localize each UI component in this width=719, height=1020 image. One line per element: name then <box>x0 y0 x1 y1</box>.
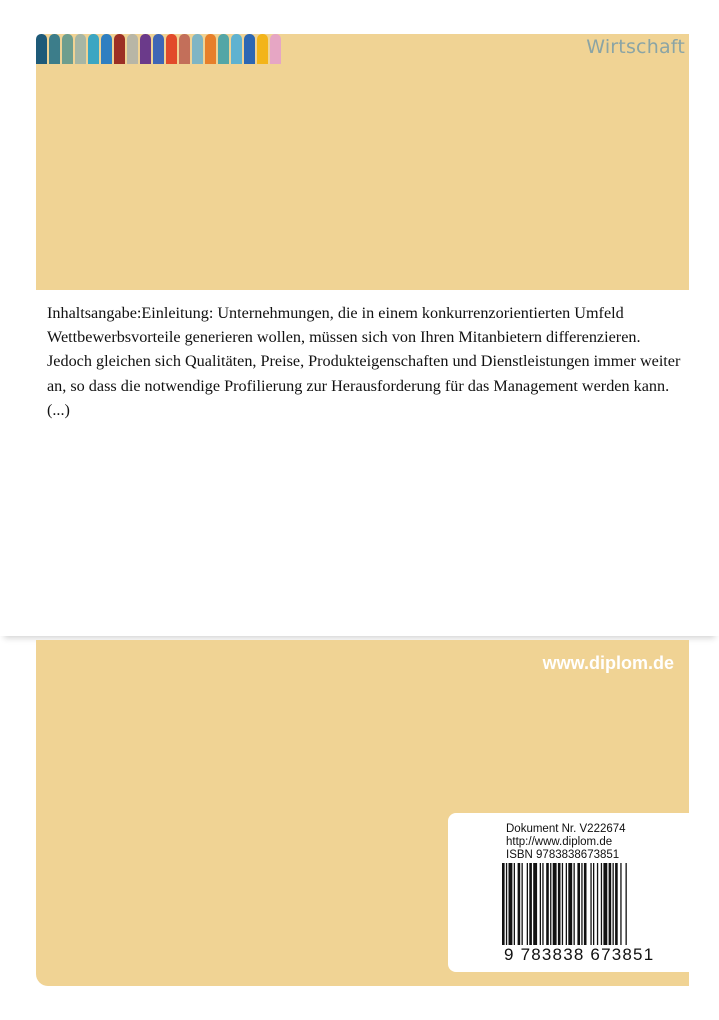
color-tab <box>140 34 151 64</box>
barcode-bar <box>597 863 598 945</box>
color-tab <box>270 34 281 64</box>
barcode-bar <box>542 863 543 945</box>
color-tabs <box>36 34 283 64</box>
color-tab <box>62 34 73 64</box>
color-tab <box>88 34 99 64</box>
barcode-bar <box>502 863 505 945</box>
barcode-bar <box>553 863 557 945</box>
color-tab <box>192 34 203 64</box>
barcode-bar <box>574 863 575 945</box>
isbn-info <box>506 823 626 862</box>
color-tab <box>179 34 190 64</box>
cover-top-panel <box>36 34 689 290</box>
publisher-url: http://www.diplom.de <box>506 836 613 848</box>
barcode-bar <box>568 863 572 945</box>
color-tab <box>36 34 47 64</box>
barcode-bar <box>603 863 607 945</box>
barcode-bar <box>584 863 587 945</box>
isbn-text: ISBN 9783838673851 <box>506 849 620 861</box>
barcode-bar <box>514 863 515 945</box>
barcode-bar <box>546 863 549 945</box>
cover-bottom-panel <box>36 640 689 986</box>
barcode-bar <box>577 863 580 945</box>
color-tab <box>218 34 229 64</box>
color-tab <box>205 34 216 64</box>
color-tab <box>257 34 268 64</box>
barcode-bar <box>590 863 591 945</box>
barcode-bar <box>550 863 551 945</box>
barcode-bar <box>601 863 602 945</box>
color-tab <box>49 34 60 64</box>
barcode-bar <box>613 863 614 945</box>
category-label: Wirtschaft <box>586 36 685 58</box>
color-tab <box>101 34 112 64</box>
barcode-bar <box>518 863 521 945</box>
barcode-bar <box>615 863 618 945</box>
barcode-bar <box>562 863 563 945</box>
color-tab <box>153 34 164 64</box>
barcode-bar <box>593 863 594 945</box>
barcode-bar <box>540 863 541 945</box>
color-tab <box>231 34 242 64</box>
barcode-bar <box>626 863 627 945</box>
barcode-bar <box>609 863 612 945</box>
publisher-website: www.diplom.de <box>542 653 674 673</box>
barcode-bar <box>522 863 523 945</box>
color-tab <box>244 34 255 64</box>
barcode-bar <box>533 863 537 945</box>
barcode-bar <box>527 863 528 945</box>
color-tab <box>114 34 125 64</box>
barcode-bar <box>558 863 561 945</box>
barcode-bar <box>620 863 621 945</box>
barcode-bar <box>566 863 567 945</box>
barcode-bar <box>581 863 582 945</box>
color-tab <box>166 34 177 64</box>
color-tab <box>127 34 138 64</box>
color-tab <box>75 34 86 64</box>
barcode-bar <box>529 863 532 945</box>
barcode-bar <box>506 863 507 945</box>
barcode-number: 9 783838 673851 <box>504 945 655 964</box>
document-number: Dokument Nr. V222674 <box>506 823 626 835</box>
barcode-icon <box>502 863 672 951</box>
description-text: Inhaltsangabe:Einleitung: Unternehmungen, die in einem konkurrenzorientierten Umfeld Wettbewerbsvorteile generieren wollen, müssen sich von Ihren Mitanbietern differenzieren. Jedoch gleichen sich Qualitäten, Preise, Produkteigenschaften und Dienstleistungen immer weiter an, so dass die notwendige Profilierung zur Herausforderung für das Management werden kann. (...) <box>47 304 681 419</box>
barcode-bar <box>509 863 513 945</box>
isbn-box <box>448 813 689 972</box>
